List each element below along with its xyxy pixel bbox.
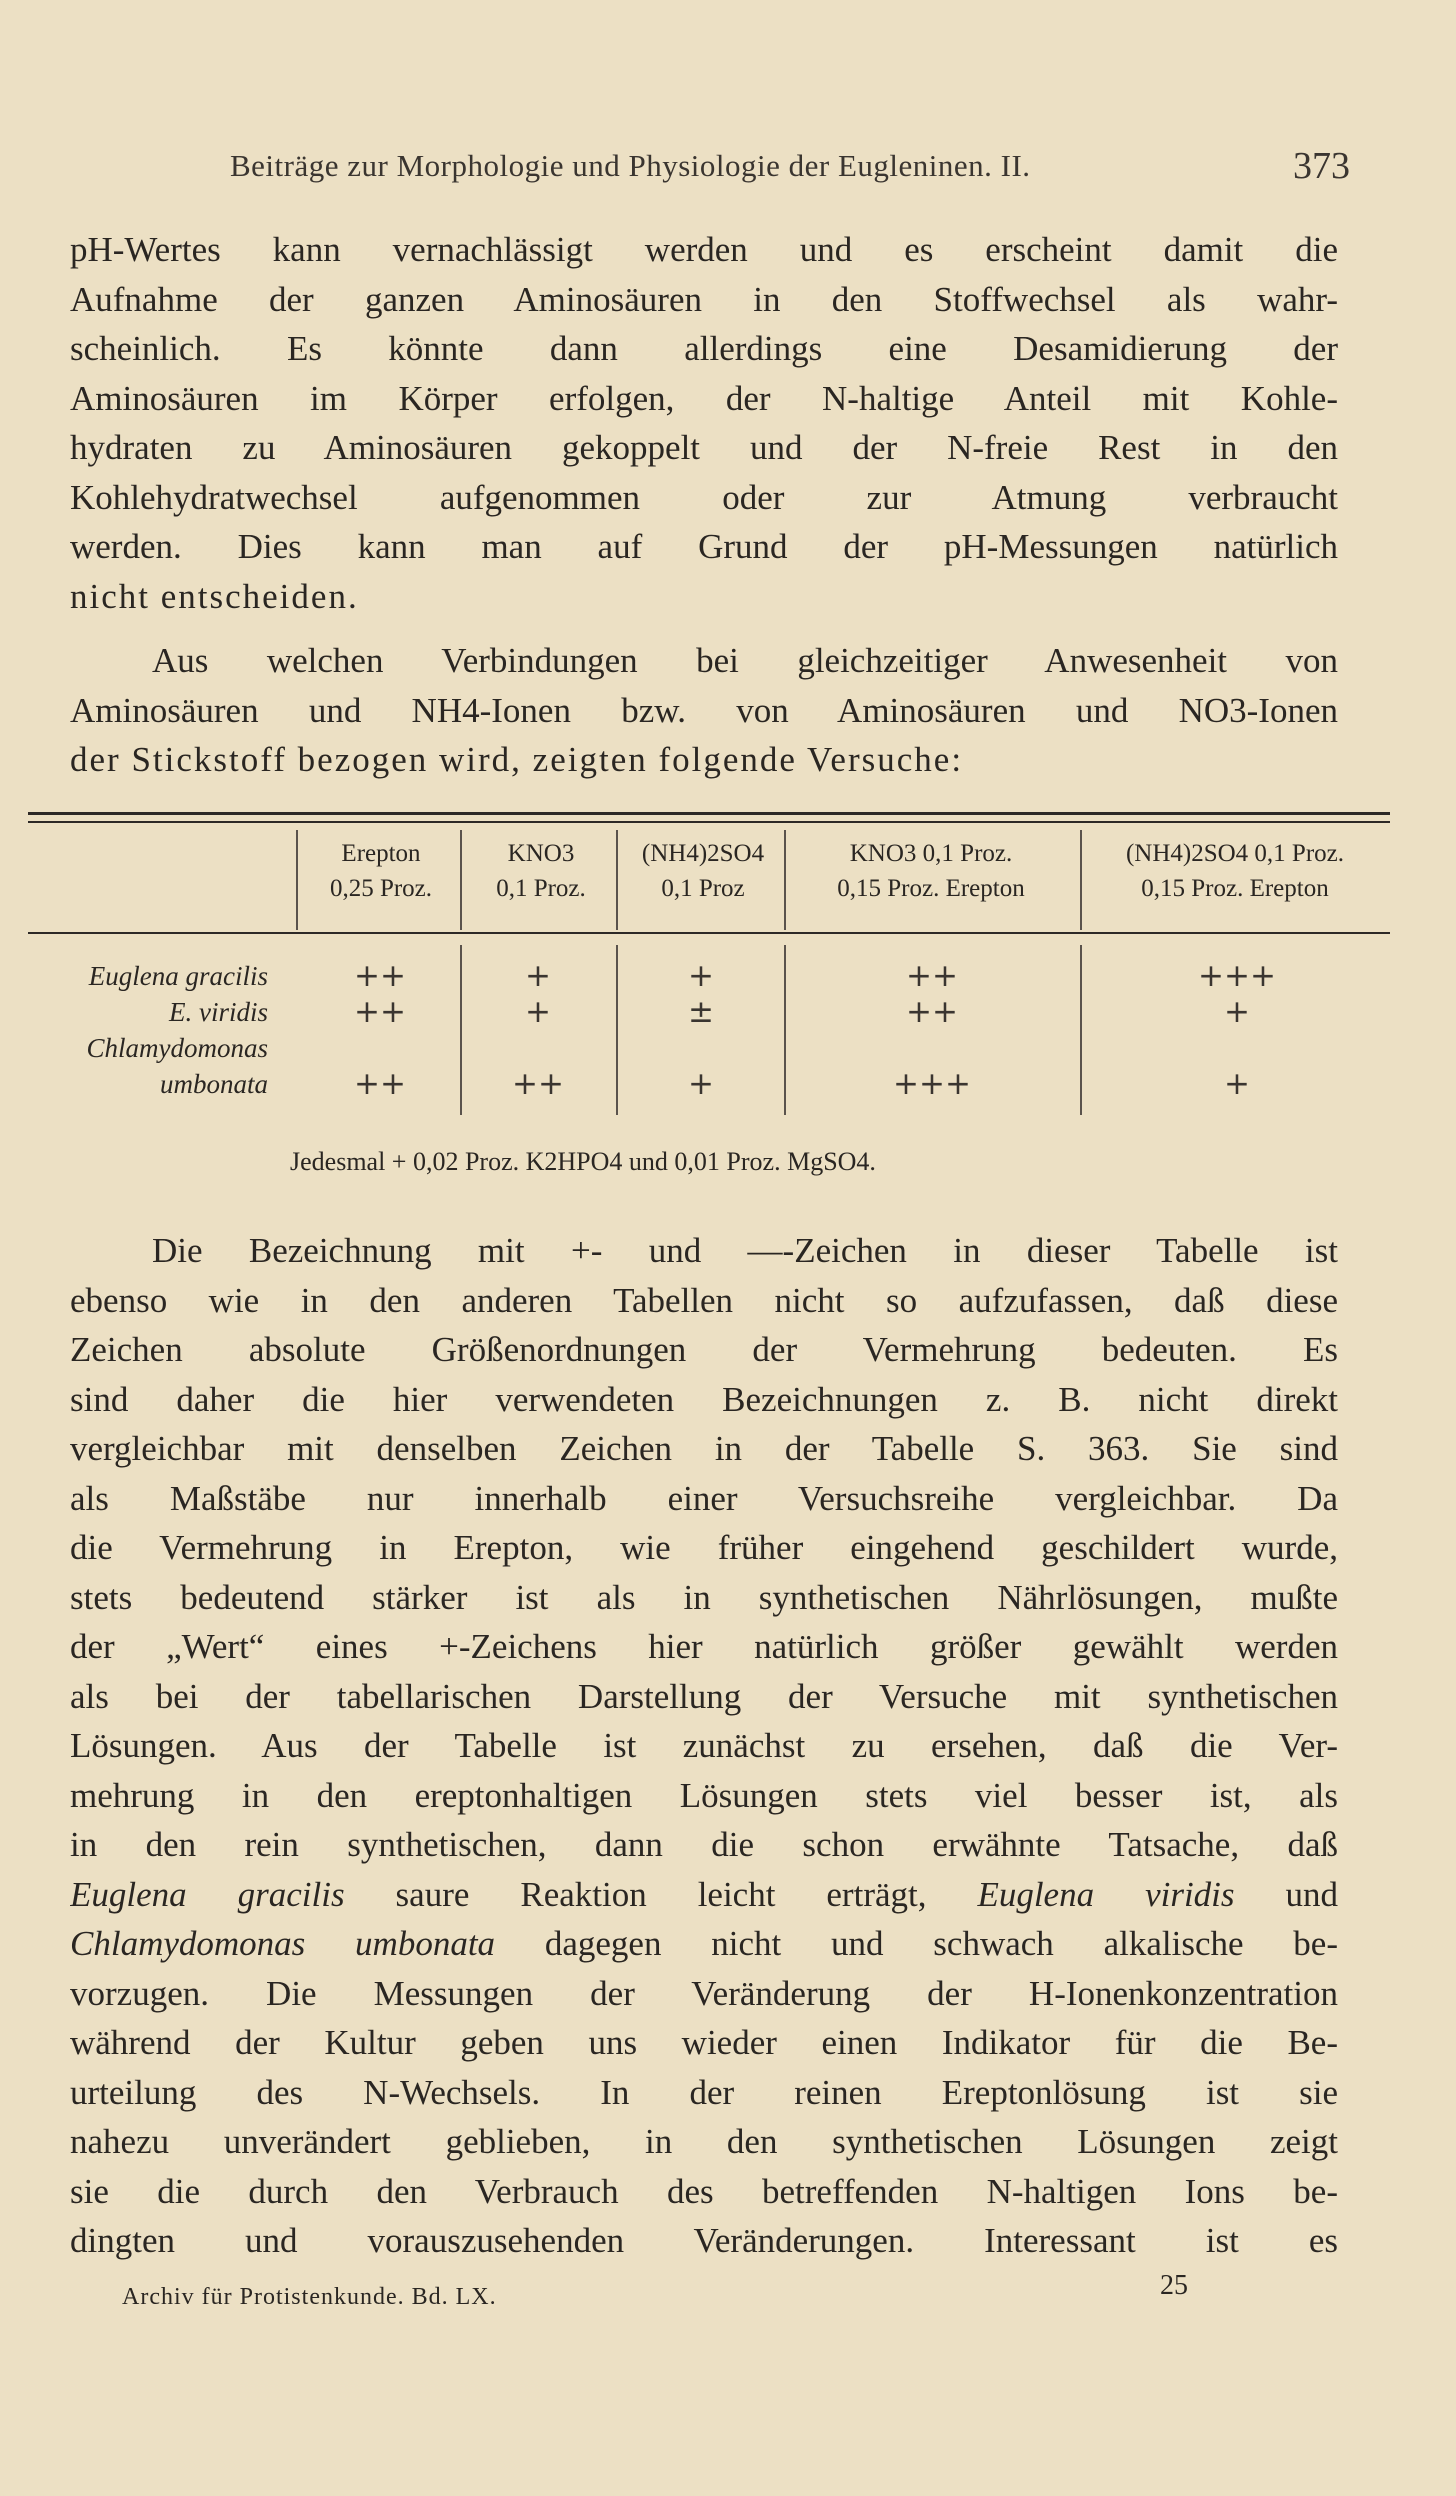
text-line: mehrung in den ereptonhaltigen Lösungen stets viel besser ist, als bbox=[70, 1775, 1338, 1815]
column-divider bbox=[616, 830, 618, 930]
table-cell: ± bbox=[688, 994, 714, 1030]
row-label-umbonata: umbonata bbox=[160, 1069, 268, 1099]
text-line: der „Wert“ eines +-Zeichens hier natürlich größer gewählt werden bbox=[70, 1627, 1338, 1666]
table-cell: ++ bbox=[354, 994, 406, 1030]
paragraph-3 bbox=[70, 1226, 1338, 2266]
text-line: ebenso wie in den anderen Tabellen nicht so aufzufassen, daß diese bbox=[70, 1280, 1338, 1320]
column-header-ammonium-sulfate: (NH4)2SO4 0,1 Proz bbox=[641, 840, 765, 902]
journal-footer: Archiv für Protistenkunde. Bd. LX. bbox=[122, 2284, 497, 2310]
text-line: Aus welchen Verbindungen bei gleichzeitiger Anwesenheit von bbox=[152, 641, 1338, 680]
text-line: während der Kultur geben uns wieder einen Indikator für die Be- bbox=[70, 2023, 1338, 2062]
column-header-kno3: KNO3 0,1 Proz. bbox=[496, 840, 586, 902]
text-line: Zeichen absolute Größenordnungen der Vermehrung bedeuten. Es bbox=[70, 1330, 1338, 1369]
table-rule-header bbox=[28, 932, 1390, 934]
column-header-erepton: Erepton 0,25 Proz. bbox=[329, 840, 433, 902]
text-line: hydraten zu Aminosäuren gekoppelt und der N-freie Rest in den bbox=[70, 428, 1338, 467]
text-line: stets bedeutend stärker ist als in synthetischen Nährlösungen, mußte bbox=[70, 1577, 1338, 1617]
text-line: Lösungen. Aus der Tabelle ist zunächst zu ersehen, daß die Ver- bbox=[70, 1726, 1338, 1765]
table-cell: + bbox=[525, 958, 551, 994]
text-line: vorzugen. Die Messungen der Veränderung der H-Ionenkonzentration bbox=[70, 1973, 1338, 2013]
text-line: der Stickstoff bezogen wird, zeigten folgende Versuche: bbox=[70, 740, 964, 779]
table-rule-top bbox=[28, 812, 1390, 815]
text-line: sind daher die hier verwendeten Bezeichnungen z. B. nicht direkt bbox=[70, 1379, 1338, 1419]
text-line: die Vermehrung in Erepton, wie früher eingehend geschildert wurde, bbox=[70, 1528, 1338, 1567]
species-name: Euglena gracilis bbox=[70, 1874, 345, 1914]
text-line: Die Bezeichnung mit +- und —-Zeichen in dieser Tabelle ist bbox=[152, 1231, 1338, 1270]
sheet-signature: 25 bbox=[1160, 2270, 1188, 2301]
column-divider bbox=[296, 830, 298, 930]
column-header-kno3-erepton: KNO3 0,1 Proz. 0,15 Proz. Erepton bbox=[837, 840, 1025, 902]
text-line: Aufnahme der ganzen Aminosäuren in den Stoffwechsel als wahr- bbox=[70, 279, 1338, 319]
table-cell: + bbox=[688, 958, 714, 994]
row-label-euglena-viridis: E. viridis bbox=[169, 997, 268, 1027]
text-line: Aminosäuren im Körper erfolgen, der N-haltige Anteil mit Kohle- bbox=[70, 378, 1338, 418]
table-cell: ++ bbox=[906, 994, 958, 1030]
table-cell: ++ bbox=[354, 1066, 406, 1102]
table-cell: + bbox=[525, 994, 551, 1030]
table-cell: + bbox=[1224, 1066, 1250, 1102]
text-line: nicht entscheiden. bbox=[70, 576, 359, 616]
row-label-chlamydomonas: Chlamydomonas bbox=[86, 1033, 268, 1063]
text-line: scheinlich. Es könnte dann allerdings eine Desamidierung der bbox=[70, 329, 1338, 368]
column-divider bbox=[1080, 830, 1082, 930]
text-line: Aminosäuren und NH4-Ionen bzw. von Aminosäuren und NO3-Ionen bbox=[70, 690, 1338, 730]
table-cell: + bbox=[688, 1066, 714, 1102]
table-cell: +++ bbox=[1198, 958, 1276, 994]
text-line: dingten und vorauszusehenden Veränderungen. Interessant ist es bbox=[70, 2221, 1338, 2260]
species-name: Euglena viridis bbox=[977, 1874, 1235, 1914]
text-line: Chlamydomonas umbonata dagegen nicht und schwach alkalische be- bbox=[70, 1924, 1338, 1963]
table-cell: + bbox=[1224, 994, 1250, 1030]
running-head bbox=[230, 145, 1350, 198]
text-line: als Maßstäbe nur innerhalb einer Versuchsreihe vergleichbar. Da bbox=[70, 1478, 1338, 1518]
running-title: Beiträge zur Morphologie und Physiologie der Eugleninen. II. bbox=[230, 148, 1031, 183]
text-line: vergleichbar mit denselben Zeichen in der Tabelle S. 363. Sie sind bbox=[70, 1429, 1338, 1468]
text-line: werden. Dies kann man auf Grund der pH-Messungen natürlich bbox=[70, 527, 1338, 566]
text-line: sie die durch den Verbrauch des betreffenden N-haltigen Ions be- bbox=[70, 2171, 1338, 2211]
text-line: Kohlehydratwechsel aufgenommen oder zur Atmung verbraucht bbox=[70, 477, 1338, 517]
table-cell: +++ bbox=[893, 1066, 971, 1102]
table-rule-top-thin bbox=[28, 821, 1390, 823]
text-line: pH-Wertes kann vernachlässigt werden und es erscheint damit die bbox=[70, 230, 1338, 269]
table-cell: ++ bbox=[512, 1066, 564, 1102]
text-line: Euglena gracilis saure Reaktion leicht erträgt, Euglena viridis und bbox=[70, 1874, 1338, 1914]
table-cell: ++ bbox=[354, 958, 406, 994]
paragraph-1 bbox=[70, 225, 1338, 621]
text-line: als bei der tabellarischen Darstellung der Versuche mit synthetischen bbox=[70, 1676, 1338, 1716]
table-note: Jedesmal + 0,02 Proz. K2HPO4 und 0,01 Proz. MgSO4. bbox=[290, 1147, 876, 1176]
text-line: nahezu unverändert geblieben, in den synthetischen Lösungen zeigt bbox=[70, 2122, 1338, 2161]
column-header-ammonium-erepton: (NH4)2SO4 0,1 Proz. 0,15 Proz. Erepton bbox=[1125, 840, 1345, 902]
paragraph-2 bbox=[70, 636, 1338, 785]
text-line: urteilung des N-Wechsels. In der reinen Ereptonlösung ist sie bbox=[70, 2072, 1338, 2112]
column-divider bbox=[460, 830, 462, 930]
table-cell: ++ bbox=[906, 958, 958, 994]
text-line: in den rein synthetischen, dann die schon erwähnte Tatsache, daß bbox=[70, 1825, 1338, 1864]
page-number: 373 bbox=[1293, 145, 1350, 187]
species-name: Chlamydomonas umbonata bbox=[70, 1924, 496, 1963]
row-label-euglena-gracilis: Euglena gracilis bbox=[88, 961, 268, 991]
column-divider bbox=[784, 830, 786, 930]
